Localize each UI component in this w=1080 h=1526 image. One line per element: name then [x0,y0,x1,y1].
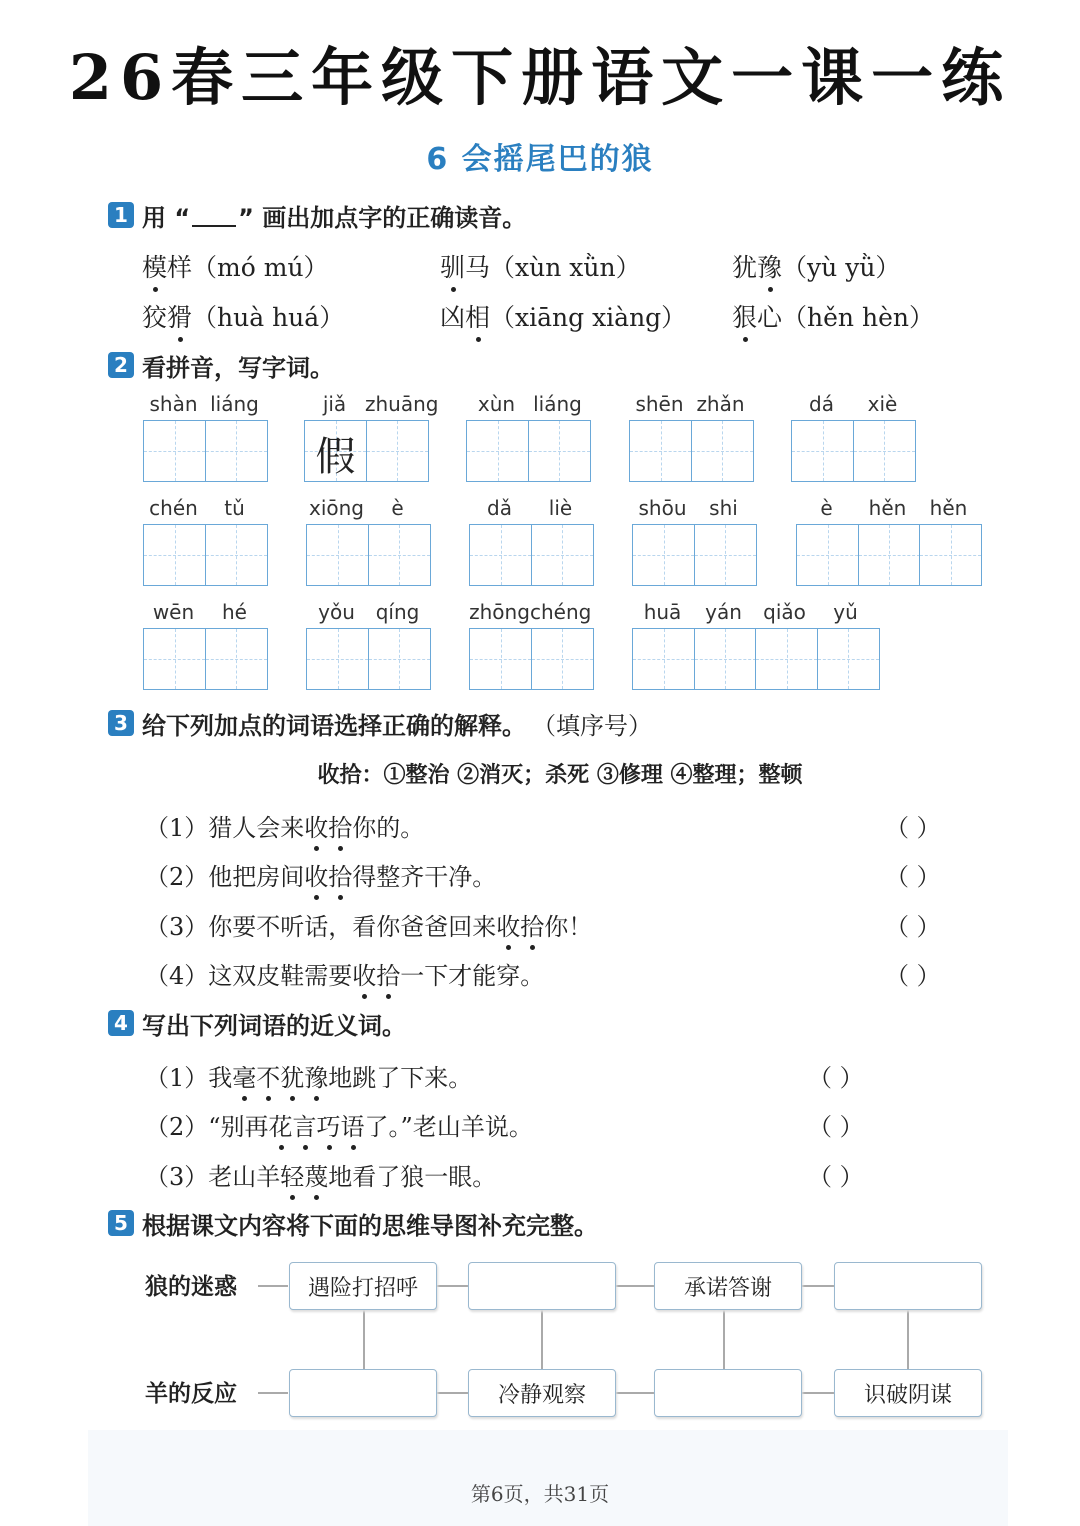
text: （1）猎人会来 [145,814,305,842]
writing-cell[interactable] [304,420,367,482]
writing-cell[interactable] [796,524,859,586]
writing-cell[interactable] [691,420,754,482]
section-3-note: （填序号） [532,711,652,740]
writing-cell[interactable] [919,524,982,586]
underline-sample [192,203,236,227]
pinyin-syllable: hěn [868,496,907,520]
connector [258,1392,288,1394]
writing-cell[interactable] [366,420,429,482]
pinyin-word-group [306,496,429,586]
pinyin-options[interactable]: （xùn xǜn） [490,253,641,282]
mindmap-blank-box[interactable] [654,1369,802,1417]
writing-cell[interactable] [143,420,206,482]
writing-cell[interactable] [143,628,206,690]
writing-cell[interactable] [205,628,268,690]
pinyin-word-group [143,392,266,482]
pinyin-syllable: liè [548,496,573,520]
mindmap-blank-box[interactable] [468,1262,616,1310]
pinyin-syllable: yǔ [833,600,858,624]
dotted-word: 花言巧语 [269,1113,365,1141]
section-1-number: 1 [108,202,134,228]
dotted-word: 轻蔑 [280,1163,328,1191]
text: （2）“别再 [145,1113,269,1141]
char: 心 [757,303,783,332]
connector [616,1392,654,1394]
reading-item-3 [732,248,900,284]
pinyin-syllable: shēn [635,392,684,416]
pinyin-syllable: yǒu [318,600,355,624]
pinyin-syllable: tǔ [224,496,245,520]
writing-cell[interactable] [531,524,594,586]
mindmap-box: 遇险打招呼 [289,1262,437,1310]
s3-item-3 [145,907,592,942]
answer-blank[interactable]: （ ） [885,814,941,842]
writing-cell[interactable] [853,420,916,482]
pinyin-options[interactable]: （huà huá） [192,303,345,332]
pinyin-syllable: zhǎn [696,392,745,416]
connector [363,1309,365,1369]
text: （3）老山羊 [145,1163,281,1191]
pinyin-word-group [143,600,266,690]
s4-item-1 [145,1058,472,1093]
pinyin-syllable: huā [643,600,682,624]
text: 得整齐干净。 [352,863,497,891]
connector [802,1285,834,1287]
section-5-number: 5 [108,1210,134,1236]
text: 一下才能穿。 [400,962,545,990]
connector [436,1392,468,1394]
section-2-label: 看拼音，写字词。 [142,353,334,382]
s4-item-2 [145,1107,533,1142]
writing-cell[interactable] [632,628,695,690]
lesson-title: 6 会摇尾巴的狼 [426,142,654,177]
char: 犹 [732,253,758,282]
pinyin-word-group [629,392,752,482]
text: 你！ [544,913,593,941]
dotted-char: 猾 [167,298,192,334]
section-3-heading [108,708,652,738]
text: 地看了狼一眼。 [328,1163,497,1191]
pinyin-options[interactable]: （hěn hèn） [782,303,934,332]
dotted-char: 模 [142,248,167,284]
pinyin-syllable: xiè [867,392,898,416]
dotted-word: 收拾 [496,913,544,941]
writing-cell[interactable] [143,524,206,586]
connector [436,1285,468,1287]
pinyin-syllable: zhuāng [365,392,439,416]
char: 样 [167,253,193,282]
text: 你的。 [352,814,425,842]
dotted-char: 驯 [440,248,465,284]
writing-cell[interactable] [531,628,594,690]
pinyin-syllable: shōu [638,496,687,520]
section-1-suffix: ” 画出加点字的正确读音。 [238,203,527,232]
pinyin-syllable: jiǎ [322,392,347,416]
writing-cell[interactable] [469,524,532,586]
pinyin-word-group [632,600,878,690]
section-1-prefix: 用 “ [142,203,191,232]
section-5-label: 根据课文内容将下面的思维导图补充完整。 [142,1211,598,1240]
writing-cell[interactable] [368,628,431,690]
writing-cell[interactable] [528,420,591,482]
answer-blank[interactable]: （ ） [885,962,941,990]
writing-cell[interactable] [694,524,757,586]
s4-item-3 [145,1157,496,1192]
pinyin-word-group [466,392,589,482]
char: 马 [465,253,491,282]
connector [258,1285,288,1287]
pinyin-options[interactable]: （mó mú） [192,253,329,282]
dotted-char: 相 [465,298,490,334]
pinyin-word-group [632,496,755,586]
cell-character: 假 [315,434,356,480]
dotted-word: 收拾 [304,814,352,842]
writing-cell[interactable] [791,420,854,482]
text: （1）我 [145,1064,233,1092]
text: （2）他把房间 [145,863,305,891]
writing-cell[interactable] [368,524,431,586]
dotted-char: 狠 [732,298,757,334]
answer-blank[interactable]: （ ） [808,1113,864,1141]
section-4-heading [108,1008,406,1038]
pinyin-syllable: è [391,496,404,520]
char: 凶 [440,303,466,332]
reading-item-2 [440,248,641,284]
answer-blank[interactable]: （ ） [885,863,941,891]
section-3-number: 3 [108,710,134,736]
pinyin-word-group [469,600,592,690]
writing-cell[interactable] [306,524,369,586]
reading-item-6 [732,298,934,334]
row-label-sheep: 羊的反应 [145,1381,237,1407]
section-3-label: 给下列加点的词语选择正确的解释。 [142,711,526,740]
pinyin-syllable: xùn [477,392,516,416]
pinyin-syllable: è [820,496,833,520]
writing-cell[interactable] [205,524,268,586]
char: 狡 [142,303,168,332]
text: （3）你要不听话，看你爸爸回来 [145,913,497,941]
s3-item-2 [145,857,496,892]
text: 了。”老山羊说。 [364,1113,533,1141]
writing-cell[interactable] [205,420,268,482]
connector [616,1285,654,1287]
connector [907,1309,909,1369]
writing-cell[interactable] [632,524,695,586]
mindmap-box: 承诺答谢 [654,1262,802,1310]
pinyin-syllable: qiǎo [763,600,806,624]
pinyin-syllable: zhōng [469,600,530,624]
dotted-word: 收拾 [352,962,400,990]
section-1-heading [108,200,526,230]
dotted-char: 豫 [757,248,782,284]
pinyin-syllable: hé [222,600,247,624]
pinyin-syllable: liáng [210,392,259,416]
reading-item-5 [440,298,686,334]
pinyin-syllable: xiōng [309,496,364,520]
text: （4）这双皮鞋需要 [145,962,353,990]
pinyin-word-group [143,496,266,586]
pinyin-syllable: wēn [152,600,195,624]
answer-blank[interactable]: （ ） [885,913,941,941]
definition-line: 收拾：①整治 ②消灭；杀死 ③修理 ④整理；整顿 [317,762,803,788]
pinyin-word-group [304,392,439,482]
pinyin-syllable: qíng [375,600,420,624]
mindmap-box: 冷静观察 [468,1369,616,1417]
pinyin-syllable: shi [709,496,738,520]
writing-cell[interactable] [469,628,532,690]
answer-blank[interactable]: （ ） [808,1163,864,1191]
pinyin-options[interactable]: （xiāng xiàng） [490,303,687,332]
pinyin-syllable: dá [809,392,834,416]
section-2-number: 2 [108,352,134,378]
reading-item-4 [142,298,344,334]
row-label-wolf: 狼的迷惑 [145,1274,237,1300]
section-4-number: 4 [108,1010,134,1036]
pinyin-syllable: hěn [929,496,968,520]
mindmap-blank-box[interactable] [834,1262,982,1310]
reading-item-1 [142,248,329,284]
dotted-word: 收拾 [304,863,352,891]
pinyin-syllable: chén [149,496,198,520]
writing-cell[interactable] [629,420,692,482]
pinyin-syllable: yán [705,600,742,624]
page-footer: 第6页，共31页 [470,1482,610,1506]
section-4-label: 写出下列词语的近义词。 [142,1011,406,1040]
text: 地跳了下来。 [328,1064,473,1092]
pinyin-syllable: dǎ [487,496,512,520]
connector [541,1309,543,1369]
pinyin-syllable: liáng [533,392,582,416]
writing-cell[interactable] [755,628,818,690]
section-2-heading [108,350,334,380]
pinyin-syllable: chéng [530,600,592,624]
answer-blank[interactable]: （ ） [808,1064,864,1092]
pinyin-word-group [796,496,981,586]
writing-cell[interactable] [694,628,757,690]
writing-cell[interactable] [306,628,369,690]
section-5-heading [108,1208,598,1238]
connector [802,1392,834,1394]
writing-cell[interactable] [466,420,529,482]
pinyin-word-group [469,496,592,586]
s3-item-4 [145,956,544,991]
dotted-word: 毫不犹豫 [232,1064,328,1092]
writing-cell[interactable] [817,628,880,690]
mindmap-box: 识破阴谋 [834,1369,982,1417]
pinyin-options[interactable]: （yù yǜ） [782,253,901,282]
pinyin-word-group [791,392,914,482]
page-title: 26春三年级下册语文一课一练 [68,41,1012,114]
pinyin-syllable: shàn [149,392,198,416]
mindmap-blank-box[interactable] [289,1369,437,1417]
s3-item-1 [145,808,424,843]
writing-cell[interactable] [858,524,921,586]
connector [723,1309,725,1369]
pinyin-word-group [306,600,429,690]
